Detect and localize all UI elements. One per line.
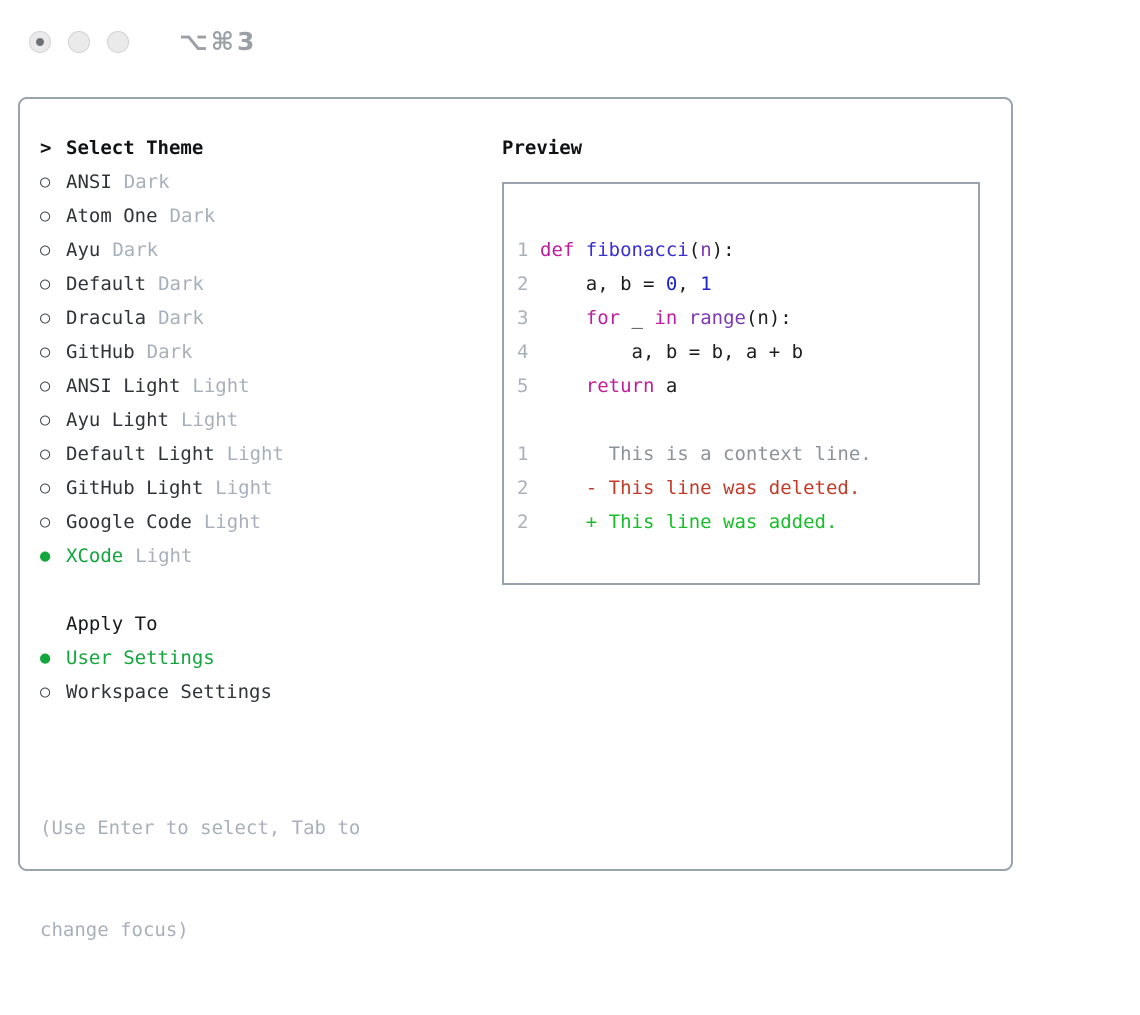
code-token-plain: (	[688, 239, 701, 261]
traffic-light-dot-icon	[36, 38, 44, 46]
code-line	[517, 471, 978, 505]
theme-list-item[interactable]	[40, 199, 482, 233]
radio-unselected-icon: ○	[40, 172, 51, 192]
line-number: 5	[517, 375, 529, 397]
radio-unselected-icon: ○	[40, 478, 51, 498]
code-line-body	[540, 273, 712, 295]
theme-variant-badge: Light	[203, 511, 262, 533]
window-shortcut-label: ⌥⌘3	[179, 27, 258, 56]
diff-sample	[517, 437, 978, 539]
code-token-plain: a, b = b, a + b	[540, 341, 804, 363]
theme-list-item[interactable]	[40, 233, 482, 267]
select-theme-header	[40, 131, 482, 165]
spacer	[40, 709, 482, 743]
theme-list-item[interactable]	[40, 335, 482, 369]
theme-variant-badge: Dark	[169, 205, 216, 227]
code-line-body	[540, 341, 803, 363]
theme-variant-badge: Dark	[158, 273, 204, 295]
radio-selected-icon: ●	[40, 546, 51, 566]
code-token-param: n	[700, 239, 712, 261]
code-token-plain: (n):	[745, 307, 792, 329]
code-token-plain	[540, 307, 586, 329]
theme-variant-badge: Light	[192, 375, 250, 397]
radio-unselected-icon: ○	[40, 444, 51, 464]
code-token-number: 0	[665, 273, 678, 295]
theme-variant-badge: Dark	[146, 341, 193, 363]
theme-variant-badge: Light	[135, 545, 193, 567]
theme-variant-badge: Light	[226, 443, 284, 465]
theme-name: GitHub	[66, 341, 135, 363]
diff-line-context: This is a context line.	[540, 443, 872, 465]
theme-variant-badge: Dark	[123, 171, 170, 193]
line-number: 1	[517, 443, 529, 465]
preview-title: Preview	[502, 137, 583, 159]
apply-to-indent	[40, 614, 66, 634]
theme-variant-badge: Light	[215, 477, 273, 499]
theme-variant-badge: Dark	[158, 307, 204, 329]
apply-to-label: User Settings	[66, 647, 215, 669]
code-token-function: fibonacci	[585, 239, 689, 261]
theme-variant-badge: Dark	[112, 239, 159, 261]
apply-to-option[interactable]	[40, 675, 482, 709]
preview-column	[482, 99, 1011, 869]
code-line	[517, 301, 978, 335]
window-titlebar	[29, 27, 257, 56]
theme-list-item[interactable]	[40, 437, 482, 471]
code-token-plain	[540, 375, 586, 397]
theme-name: Atom One	[66, 205, 158, 227]
theme-name: ANSI	[66, 171, 112, 193]
theme-name: Ayu Light	[66, 409, 169, 431]
line-number: 3	[517, 307, 529, 329]
spacer	[40, 573, 482, 607]
line-number: 2	[517, 511, 529, 533]
theme-list-item[interactable]	[40, 539, 482, 573]
focus-caret-icon: >	[40, 137, 52, 159]
theme-list-item[interactable]	[40, 369, 482, 403]
select-theme-title: Select Theme	[66, 137, 204, 159]
theme-name: Dracula	[66, 307, 147, 329]
code-line	[517, 233, 978, 267]
code-token-param: range	[688, 307, 746, 329]
theme-name: ANSI Light	[66, 375, 181, 397]
code-line	[517, 369, 978, 403]
theme-name: Ayu	[66, 239, 101, 261]
traffic-light-close-button[interactable]	[29, 31, 51, 53]
preview-code-box	[502, 182, 980, 585]
code-line-body	[540, 239, 735, 261]
radio-unselected-icon: ○	[40, 512, 51, 532]
apply-to-label: Workspace Settings	[66, 681, 272, 703]
traffic-light-minimize-button[interactable]	[68, 31, 90, 53]
code-token-plain	[677, 307, 688, 329]
radio-unselected-icon: ○	[40, 376, 51, 396]
theme-list-item[interactable]	[40, 165, 482, 199]
radio-unselected-icon: ○	[40, 240, 51, 260]
line-number: 4	[517, 341, 529, 363]
radio-selected-icon: ●	[40, 648, 51, 668]
code-line-body	[540, 375, 677, 397]
code-sample	[517, 233, 978, 403]
keyboard-hint-footer	[40, 743, 482, 1015]
diff-line-added: + This line was added.	[540, 511, 838, 533]
hint-line-1: (Use Enter to select, Tab to	[40, 817, 361, 839]
code-line	[517, 267, 978, 301]
line-number: 1	[517, 239, 529, 261]
theme-name: XCode	[66, 545, 124, 567]
apply-to-list	[40, 641, 482, 709]
radio-unselected-icon: ○	[40, 682, 51, 702]
hint-line-2: change focus)	[40, 919, 189, 941]
theme-list-item[interactable]	[40, 301, 482, 335]
radio-unselected-icon: ○	[40, 206, 51, 226]
code-token-plain	[574, 239, 585, 261]
code-token-plain: ,	[677, 273, 701, 295]
radio-unselected-icon: ○	[40, 274, 51, 294]
code-token-plain: _	[620, 307, 655, 329]
theme-list-item[interactable]	[40, 505, 482, 539]
code-line	[517, 505, 978, 539]
diff-line-deleted: - This line was deleted.	[540, 477, 861, 499]
code-line-body	[540, 307, 792, 329]
code-token-keyword: def	[540, 239, 575, 261]
apply-to-header	[40, 607, 482, 641]
theme-list-item[interactable]	[40, 267, 482, 301]
theme-name: Google Code	[66, 511, 192, 533]
theme-list-item[interactable]	[40, 471, 482, 505]
theme-list-column	[20, 99, 482, 941]
code-token-plain: a	[654, 375, 678, 397]
theme-list-item[interactable]	[40, 403, 482, 437]
line-number: 2	[517, 273, 529, 295]
code-token-keyword: return	[585, 375, 655, 397]
theme-name: Default Light	[66, 443, 215, 465]
code-line	[517, 335, 978, 369]
code-token-keyword: in	[654, 307, 678, 329]
code-line	[517, 437, 978, 471]
apply-to-option[interactable]	[40, 641, 482, 675]
theme-name: Default	[66, 273, 147, 295]
radio-unselected-icon: ○	[40, 410, 51, 430]
line-number: 2	[517, 477, 529, 499]
apply-to-title: Apply To	[66, 613, 158, 635]
spacer	[517, 403, 978, 437]
code-token-plain: ):	[711, 239, 735, 261]
code-token-keyword: for	[585, 307, 621, 329]
code-token-plain: a, b =	[540, 273, 666, 295]
traffic-light-zoom-button[interactable]	[107, 31, 129, 53]
theme-name: GitHub Light	[66, 477, 204, 499]
radio-unselected-icon: ○	[40, 342, 51, 362]
theme-list	[40, 165, 482, 573]
theme-variant-badge: Light	[180, 409, 239, 431]
theme-picker-panel	[18, 97, 1013, 941]
radio-unselected-icon: ○	[40, 308, 51, 328]
code-token-number: 1	[700, 273, 712, 295]
